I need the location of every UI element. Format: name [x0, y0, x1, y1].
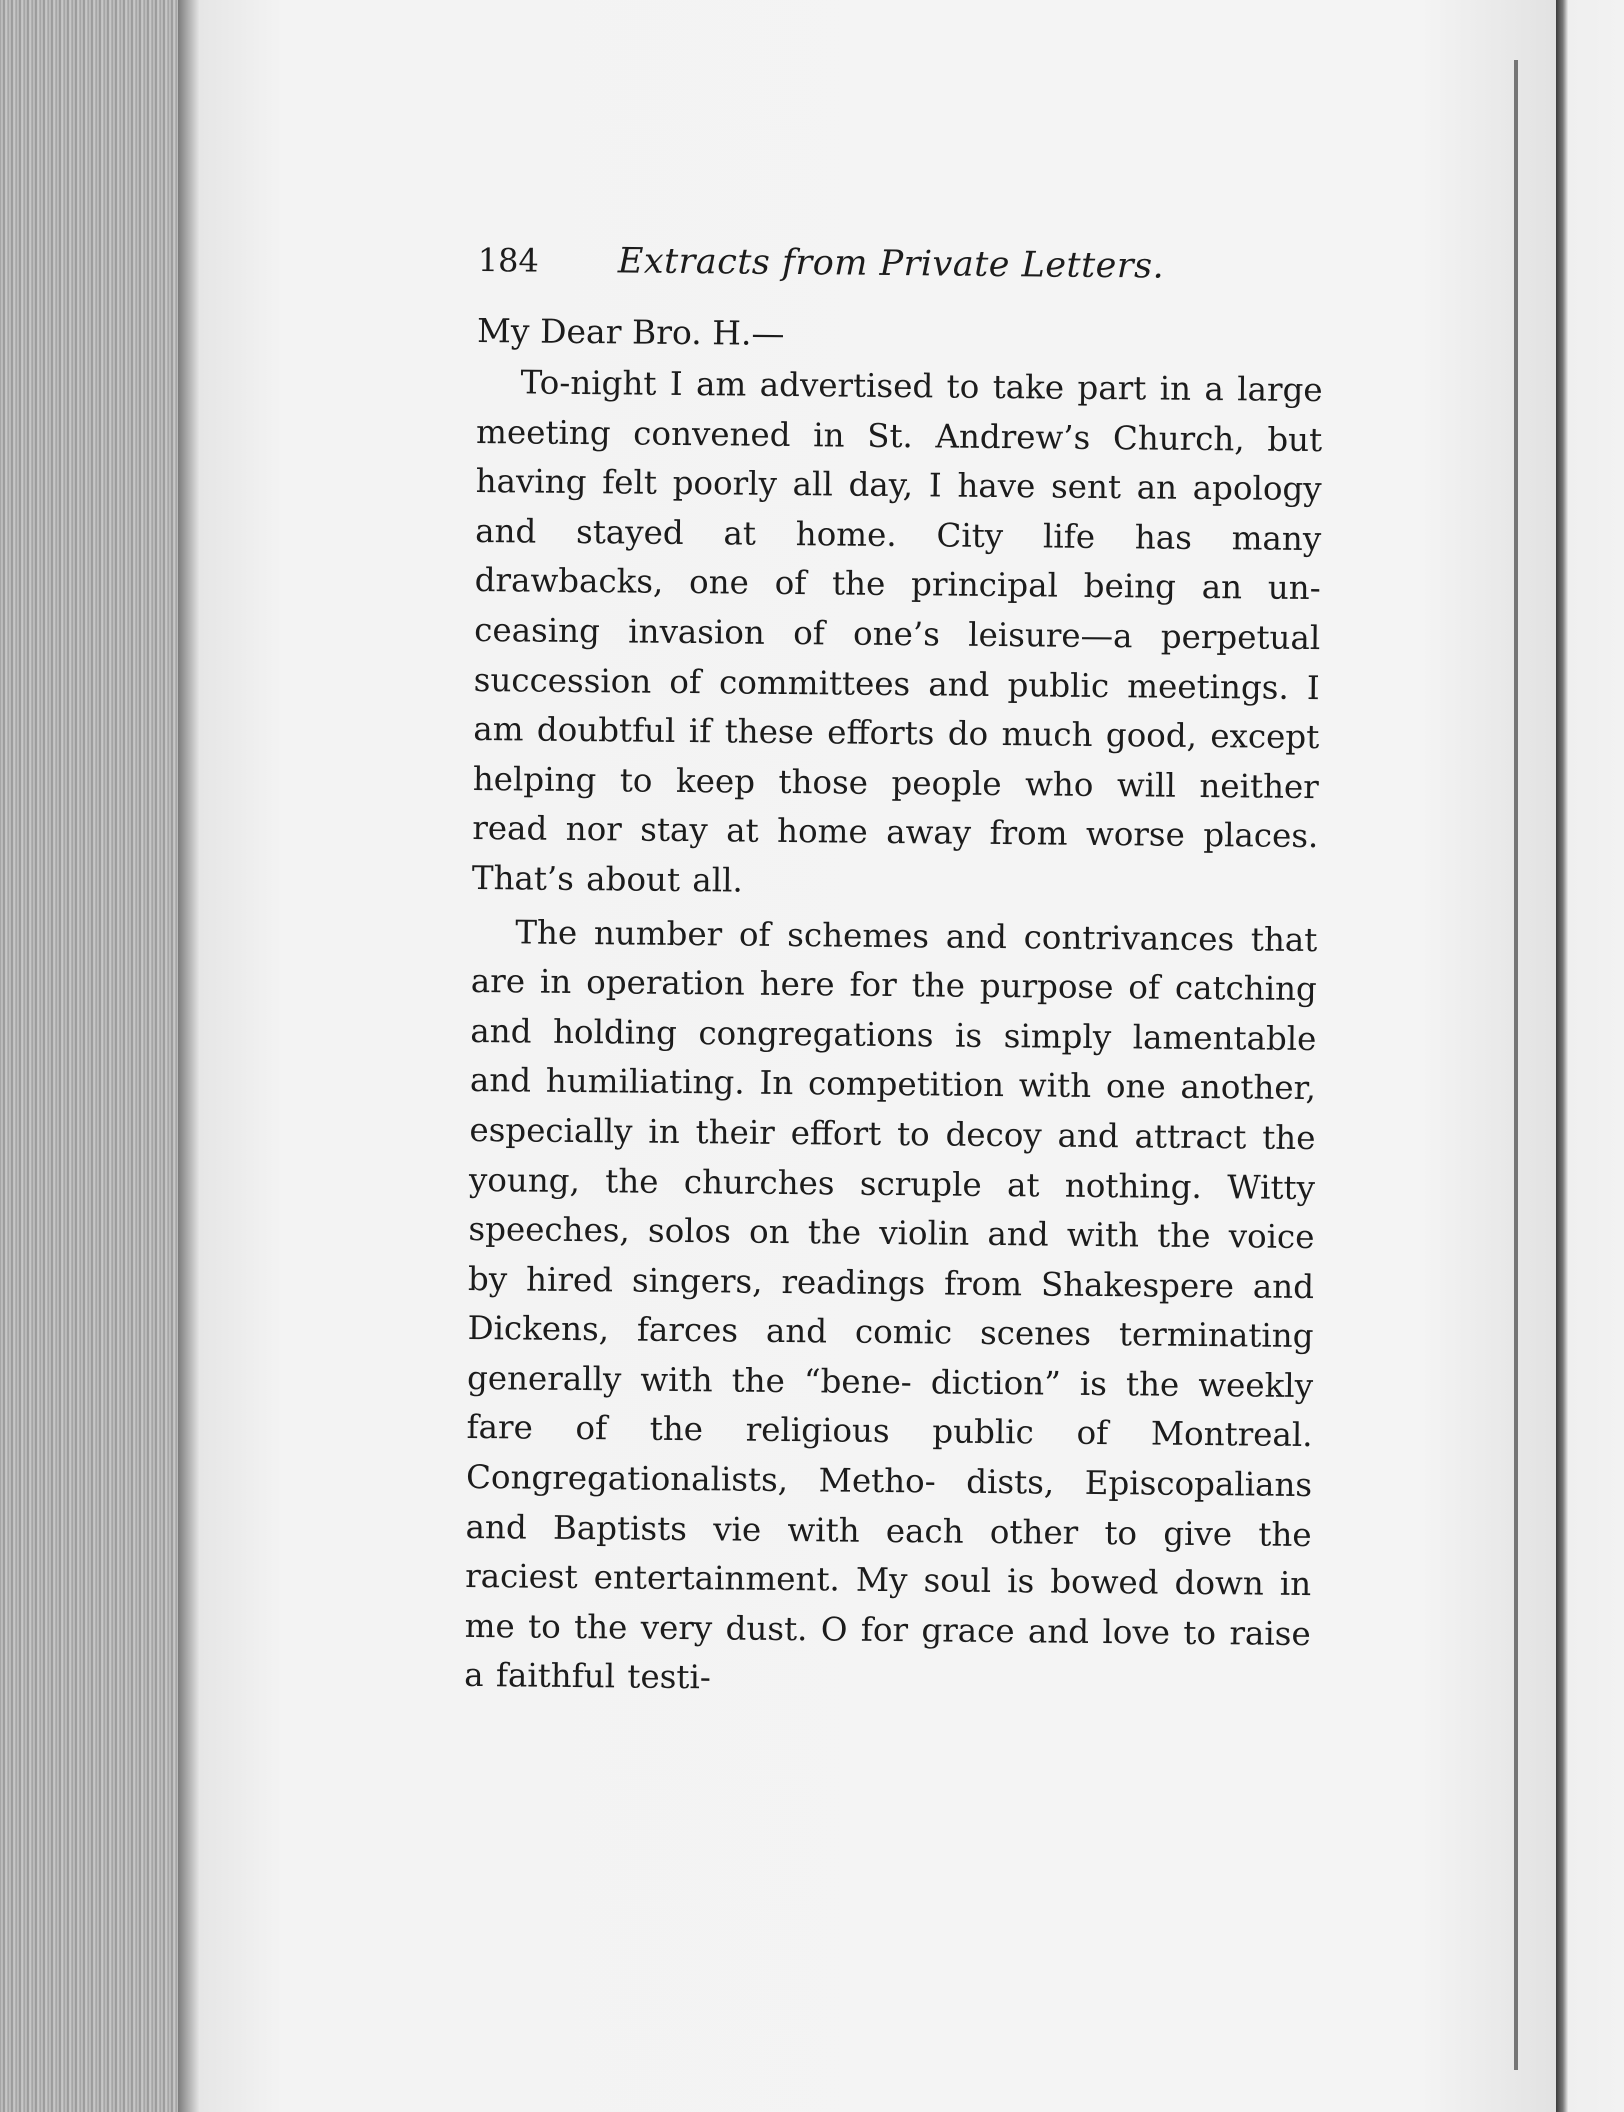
page-text-block: [464, 240, 1324, 1713]
page-gutter-shadow: [1514, 60, 1518, 2070]
facing-page-edge: [1556, 0, 1624, 2112]
letter-paragraph: To-night I am advertised to take part in a large meeting convened in St. Andrew’s Church, but having felt poorly all day, I have sent an apology and stayed at home. City life has many drawbacks, one of the principal being an un- ceasing invasion of one’s leisure—a perpetual succession of committees and public meetings. I am doubtful if these efforts do much good, except helping to keep those people who will neither read nor stay at home away from worse places. That’s about all.: [471, 363, 1323, 900]
book-page-edges: [0, 0, 200, 2112]
running-head-title: Extracts from Private Letters.: [617, 241, 1165, 287]
running-head: [477, 240, 1324, 314]
page-number: 184: [477, 240, 540, 280]
letter-paragraph: The number of schemes and contrivances that are in operation here for the purpose of catching and holding congregations is simply lamentable and humiliating. In competition with one another, especially in their effort to decoy and attract the young, the churches scruple at nothing. Witty speeches, solos on the violin and with the voice by hired singers, readings from Shakespere and Dickens, farces and comic scenes terminating generally with the “bene- diction” is the weekly fare of the religious public of Montreal. Congregationalists, Metho- dists, Episcopalians and Baptists vie with each other to give the raciest entertainment. My soul is bowed down in me to the very dust. O for grace and love to raise a faithful testi-: [464, 912, 1318, 1697]
letter-salutation: My Dear Bro. H.—: [476, 310, 785, 353]
